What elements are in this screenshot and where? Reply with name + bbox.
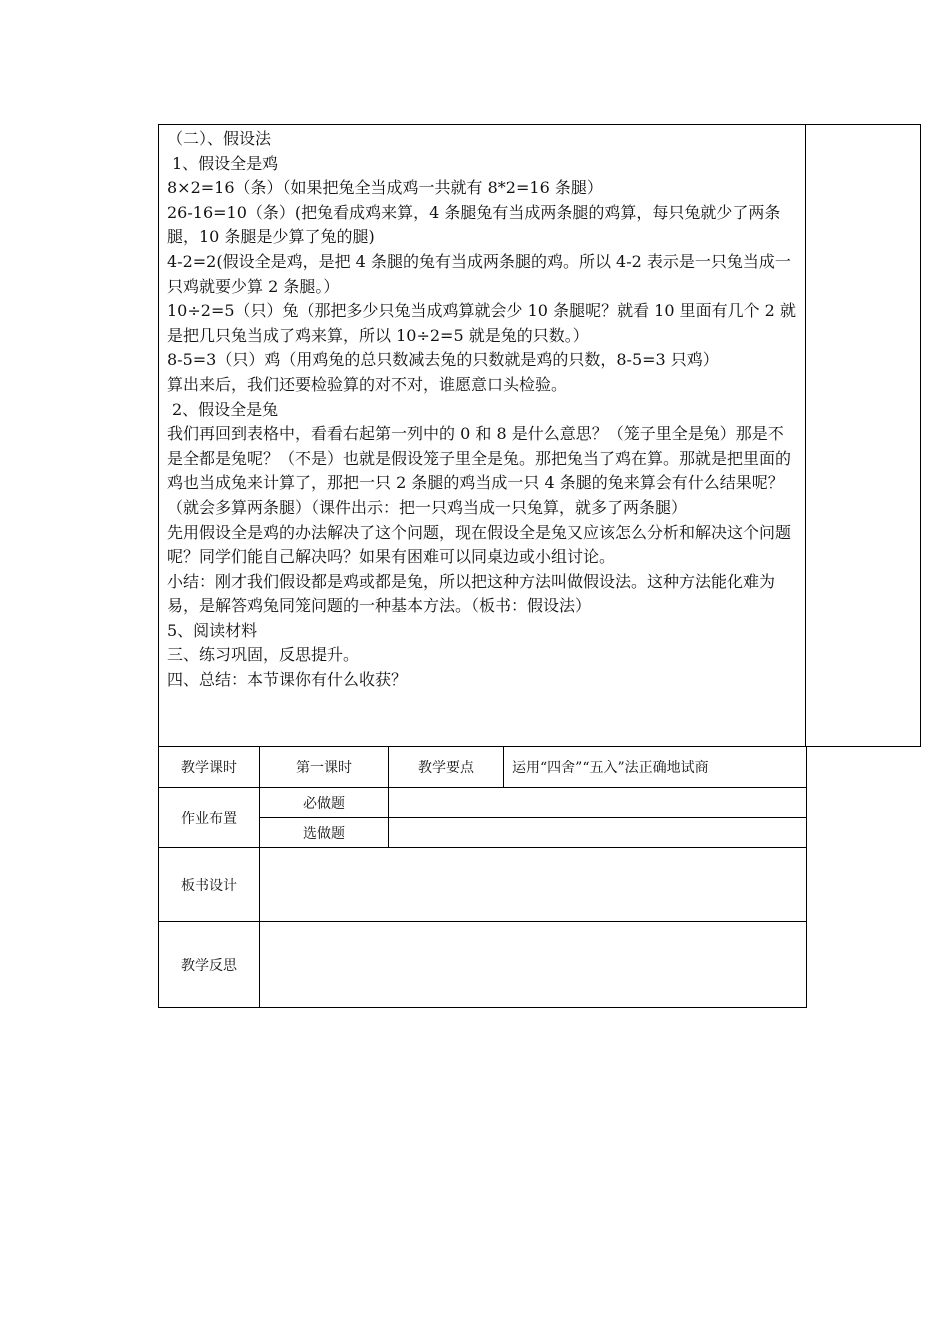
- text-paragraph: 先用假设全是鸡的办法解决了这个问题，现在假设全是兔又应该怎么分析和解决这个问题呢？同学们能自己解决吗？如果有困难可以同桌边或小组讨论。: [167, 522, 792, 567]
- optional-value: [389, 818, 807, 848]
- side-empty-cell: [805, 124, 921, 747]
- reflection-label: 教学反思: [159, 922, 260, 1008]
- board-value: [260, 848, 807, 922]
- lesson-content-cell: [158, 124, 806, 747]
- section-heading: 四、总结：本节课你有什么收获？: [167, 670, 408, 690]
- lesson-meta-table: [158, 746, 807, 1008]
- text-line: 算出来后，我们还要检验算的对不对，谁愿意口头检验。: [167, 374, 568, 394]
- optional-label: 选做题: [260, 818, 389, 848]
- text-line: 8×2=16（条）（如果把兔全当成鸡一共就有 8*2=16 条腿）: [167, 178, 603, 198]
- summary-paragraph: 小结：刚才我们假设都是鸡或都是兔，所以把这种方法叫做假设法。这种方法能化难为易，是解答鸡兔同笼问题的一种基本方法。（板书：假设法）: [167, 571, 776, 616]
- key-points-label: 教学要点: [389, 747, 504, 788]
- subheading: 2、假设全是兔: [172, 399, 279, 419]
- reflection-value: [260, 922, 807, 1008]
- required-label: 必做题: [260, 788, 389, 818]
- section-heading: 三、练习巩固，反思提升。: [167, 645, 360, 665]
- text-line: 5、阅读材料: [167, 620, 258, 640]
- text-line: 8-5=3（只）鸡（用鸡兔的总只数减去兔的只数就是鸡的只数，8-5=3 只鸡）: [167, 350, 719, 370]
- text-line: 26-16=10（条）(把兔看成鸡来算，4 条腿兔有当成两条腿的鸡算，每只兔就少了两条腿，10 条腿是少算了兔的腿): [167, 202, 781, 247]
- text-paragraph: 我们再回到表格中，看看右起第一列中的 0 和 8 是什么意思？（笼子里全是兔）那是不是全都是兔呢？（不是）也就是假设笼子里全是兔。那把兔当了鸡在算。那就是把里面的鸡也当成兔来计算了，那把一只 2 条腿的鸡当成一只 4 条腿的兔来算会有什么结果呢？（就会多算两条腿）（课件出示：把一只鸡当成一只兔算，就多了两条腿）: [167, 424, 792, 517]
- homework-label: 作业布置: [159, 788, 260, 848]
- text-line: 10÷2=5（只）兔（那把多少只兔当成鸡算就会少 10 条腿呢？就看 10 里面有几个 2 就是把几只兔当成了鸡来算，所以 10÷2=5 就是兔的只数。）: [167, 301, 796, 345]
- subheading: 1、假设全是鸡: [172, 153, 279, 173]
- section-heading: （二）、假设法: [167, 129, 272, 148]
- board-label: 板书设计: [159, 848, 260, 922]
- lesson-value: 第一课时: [260, 747, 389, 788]
- text-line: 4-2=2(假设全是鸡，是把 4 条腿的兔有当成两条腿的鸡。所以 4-2 表示是一只兔当成一只鸡就要少算 2 条腿。）: [167, 251, 791, 296]
- key-points-value: 运用“四舍”“五入”法正确地试商: [504, 747, 807, 788]
- lesson-label: 教学课时: [159, 747, 260, 788]
- required-value: [389, 788, 807, 818]
